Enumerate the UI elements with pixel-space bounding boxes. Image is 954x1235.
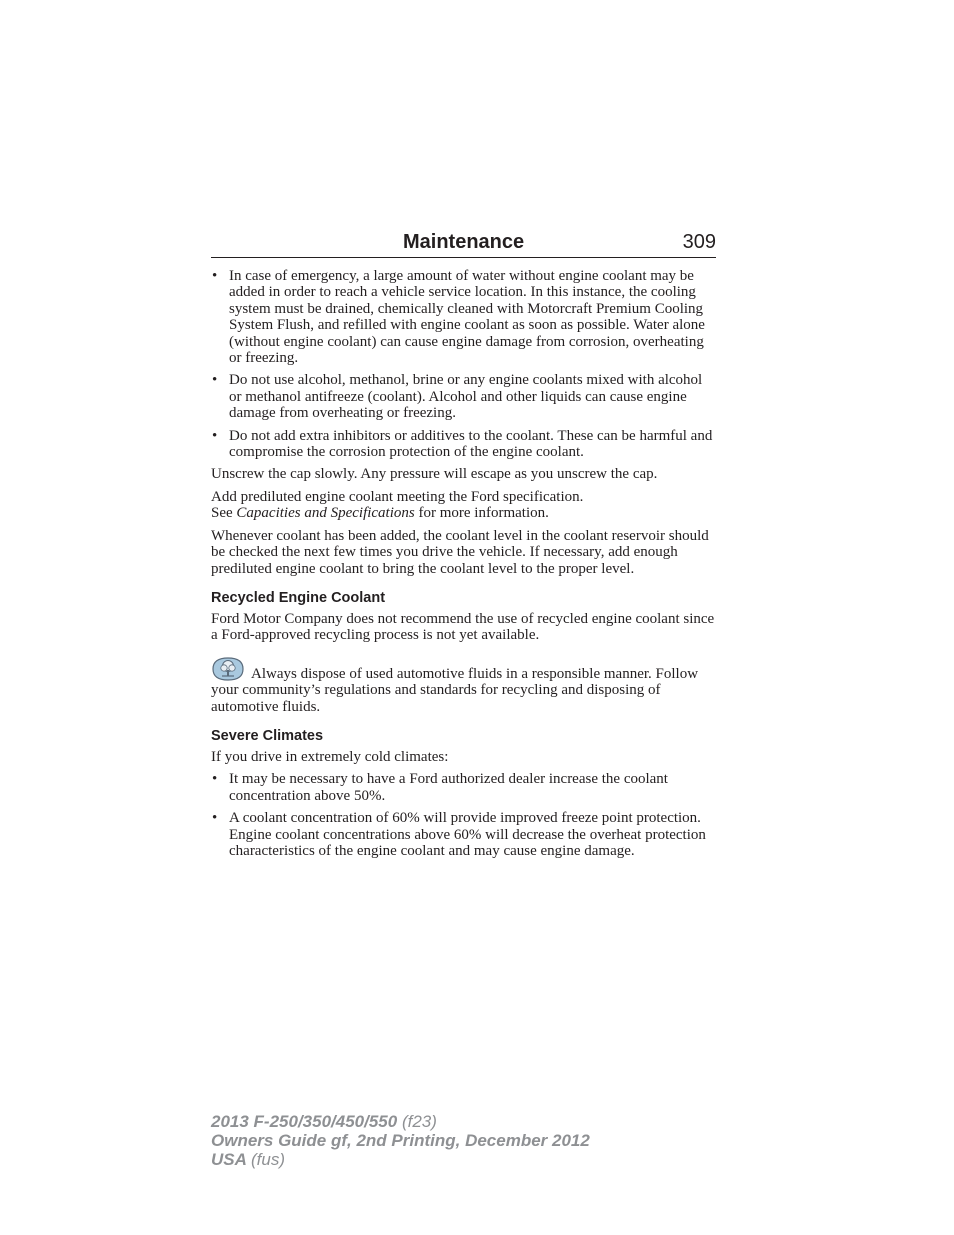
recycle-tree-icon <box>211 656 245 682</box>
footer-market-code: (fus) <box>251 1150 285 1169</box>
recycled-coolant-heading: Recycled Engine Coolant <box>211 589 386 606</box>
list-item: • It may be necessary to have a Ford authorized dealer increase the coolant concentration above 50%. <box>211 771 716 804</box>
list-item: • Do not use alcohol, methanol, brine or any engine coolants mixed with alcohol or methanol antifreeze (coolant). Alcohol and other liquids can cause engine damage from overheating or freezing. <box>211 372 716 421</box>
add-coolant-line: Add prediluted engine coolant meeting the Ford specification. <box>211 488 584 505</box>
page-content <box>211 268 716 865</box>
whenever-paragraph: Whenever coolant has been added, the coolant level in the coolant reservoir should be checked the next few times you drive the vehicle. If necessary, add enough prediluted engine coolant to bring the coolant level to the proper level. <box>211 527 709 577</box>
add-coolant-paragraph <box>211 489 716 522</box>
footer-model-line <box>211 1112 590 1131</box>
footer-model: 2013 F-250/350/450/550 <box>211 1112 398 1131</box>
page-header <box>211 229 716 258</box>
list-item: • Do not add extra inhibitors or additives to the coolant. These can be harmful and compromise the corrosion protection of the engine coolant. <box>211 428 716 461</box>
list-item: • A coolant concentration of 60% will provide improved freeze point protection. Engine coolant concentrations above 60% will decrease the overheat protection characteristics of the engine coolant and may cause engine damage. <box>211 810 716 859</box>
list-item: • In case of emergency, a large amount of water without engine coolant may be added in order to reach a vehicle service location. In this instance, the cooling system must be drained, chemically cleaned with Motorcraft Premium Cooling System Flush, and refilled with engine coolant as soon as possible. Water alone (without engine coolant) can cause engine damage from corrosion, overheating or freezing. <box>211 268 716 366</box>
footer-model-code: (f23) <box>401 1112 437 1131</box>
recycled-coolant-body: Ford Motor Company does not recommend the use of recycled engine coolant since a Ford-approved recycling process is not yet available. <box>211 610 715 644</box>
recycle-notice <box>211 656 716 715</box>
footer-guide-line: Owners Guide gf, 2nd Printing, December 2012 <box>211 1131 590 1150</box>
severe-climates-intro: If you drive in extremely cold climates: <box>211 748 449 765</box>
page-number: 309 <box>682 231 716 253</box>
recycle-notice-text: Always dispose of used automotive fluids in a responsible manner. Follow your community’s regulations and standards for recycling and disposing of automotive fluids. <box>211 665 699 715</box>
footer-market-line <box>211 1150 590 1169</box>
unscrew-paragraph: Unscrew the cap slowly. Any pressure will escape as you unscrew the cap. <box>211 466 658 483</box>
see-text: See <box>211 505 233 522</box>
severe-climates-list <box>211 771 716 859</box>
after-text: for more information. <box>418 505 549 522</box>
cross-reference: Capacities and Specifications <box>236 505 415 522</box>
emergency-bullet-list <box>211 268 716 460</box>
page-footer <box>211 1112 590 1169</box>
severe-climates-heading: Severe Climates <box>211 727 324 744</box>
section-title: Maintenance <box>403 231 525 253</box>
footer-market: USA <box>211 1150 247 1169</box>
